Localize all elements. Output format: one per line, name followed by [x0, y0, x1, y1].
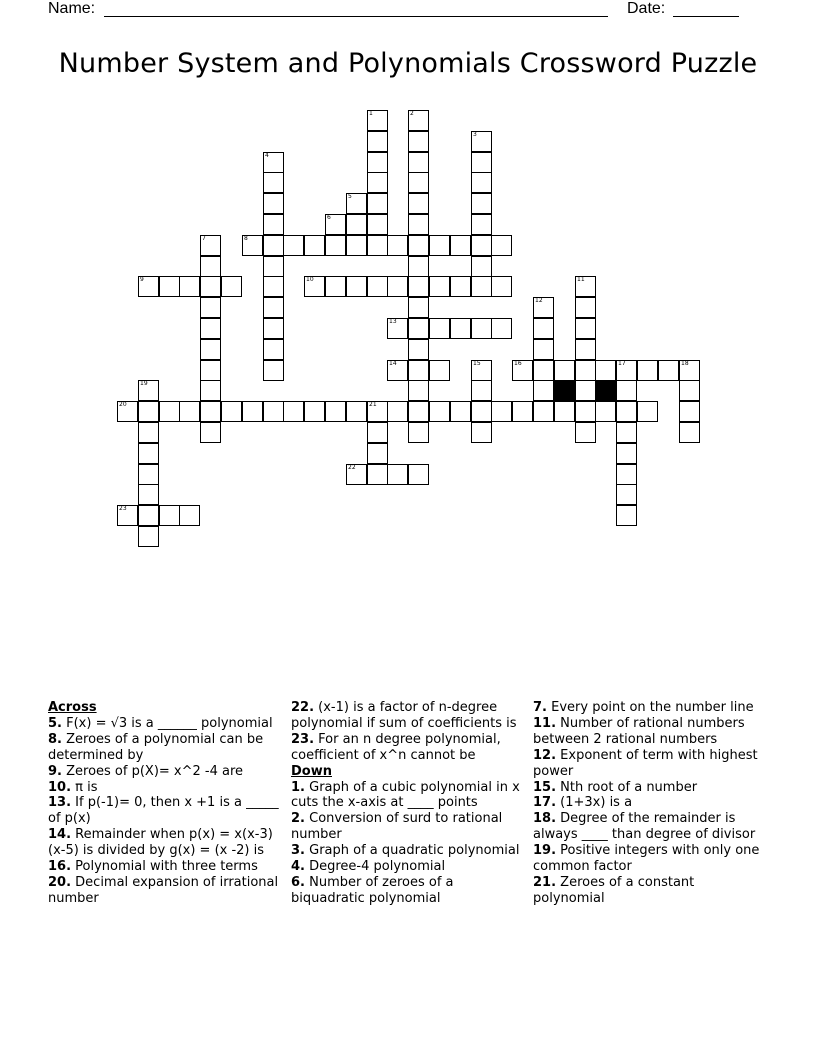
crossword-cell[interactable] — [533, 297, 554, 318]
crossword-cell[interactable] — [367, 276, 388, 297]
crossword-cell[interactable] — [616, 422, 637, 443]
crossword-cell[interactable] — [429, 360, 450, 381]
crossword-cell[interactable] — [387, 318, 408, 339]
crossword-cell[interactable] — [200, 422, 221, 443]
crossword-cell[interactable] — [138, 401, 159, 422]
date-label: Date: — [627, 0, 666, 17]
crossword-cell[interactable] — [387, 401, 408, 422]
clue-text: Every point on the number line — [546, 700, 754, 715]
crossword-cell[interactable] — [533, 318, 554, 339]
cell-number: 15 — [473, 360, 481, 367]
crossword-cell[interactable] — [263, 172, 284, 193]
clue-number: 1. — [291, 779, 305, 795]
crossword-cell[interactable] — [367, 464, 388, 485]
clue-text: Exponent of term with highest power — [533, 747, 758, 779]
crossword-cell[interactable] — [263, 339, 284, 360]
crossword-cell[interactable] — [491, 318, 512, 339]
clue-text: Conversion of surd to rational number — [291, 811, 503, 843]
crossword-cell[interactable] — [471, 214, 492, 235]
crossword-cell[interactable] — [616, 484, 637, 505]
cell-number: 20 — [119, 401, 127, 408]
crossword-cell[interactable] — [304, 401, 325, 422]
crossword-cell[interactable] — [283, 235, 304, 256]
crossword-cell[interactable] — [429, 235, 450, 256]
crossword-cell[interactable] — [304, 276, 325, 297]
clue-item — [291, 859, 527, 875]
clue-text: Positive integers with only one common factor — [533, 843, 760, 875]
crossword-cell[interactable] — [408, 360, 429, 381]
cell-number: 2 — [410, 110, 414, 117]
clue-item — [48, 764, 280, 780]
clue-number: 13. — [48, 795, 72, 811]
clue-text: Graph of a quadratic polynomial — [304, 843, 520, 859]
crossword-cell[interactable] — [200, 360, 221, 381]
cell-number: 5 — [348, 193, 352, 200]
clue-number: 18. — [533, 811, 557, 827]
crossword-cell[interactable] — [325, 235, 346, 256]
crossword-cell[interactable] — [450, 318, 471, 339]
clue-number: 17. — [533, 795, 557, 811]
cell-number: 18 — [681, 360, 689, 367]
clue-text: F(x) = √3 is a ______ polynomial — [61, 715, 273, 731]
crossword-cell[interactable] — [200, 297, 221, 318]
crossword-cell[interactable] — [283, 401, 304, 422]
cell-number: 23 — [119, 505, 127, 512]
crossword-cell[interactable] — [263, 360, 284, 381]
crossword-cell[interactable] — [408, 110, 429, 131]
crossword-cell[interactable] — [263, 214, 284, 235]
crossword-cell[interactable] — [471, 256, 492, 277]
clue-text: Zeroes of a constant polynomial — [533, 874, 695, 906]
clue-text: Number of zeroes of a biquadratic polynomial — [291, 874, 454, 906]
clue-number: 3. — [291, 843, 305, 859]
crossword-cell[interactable] — [367, 131, 388, 152]
clue-number: 23. — [291, 731, 315, 747]
crossword-cell[interactable] — [429, 276, 450, 297]
crossword-cell[interactable] — [346, 235, 367, 256]
clue-item — [48, 716, 280, 732]
crossword-cell[interactable] — [117, 401, 138, 422]
crossword-cell[interactable] — [554, 360, 575, 381]
clue-item — [291, 843, 527, 859]
crossword-cell[interactable] — [200, 276, 221, 297]
crossword-cell[interactable] — [200, 235, 221, 256]
crossword-cell[interactable] — [325, 401, 346, 422]
crossword-cell[interactable] — [471, 401, 492, 422]
crossword-cell[interactable] — [263, 193, 284, 214]
cell-number: 3 — [473, 131, 477, 138]
crossword-cell[interactable] — [200, 380, 221, 401]
crossword-cell[interactable] — [221, 276, 242, 297]
clue-item — [291, 700, 527, 732]
name-label: Name: — [48, 0, 96, 17]
crossword-cell[interactable] — [138, 380, 159, 401]
crossword-cell[interactable] — [242, 235, 263, 256]
cell-number: 7 — [202, 235, 206, 242]
crossword-cell[interactable] — [200, 401, 221, 422]
crossword-cell[interactable] — [471, 152, 492, 173]
crossword-cell[interactable] — [179, 505, 200, 526]
crossword-cell[interactable] — [533, 380, 554, 401]
clue-text: π is — [71, 779, 98, 795]
clue-number: 2. — [291, 811, 305, 827]
clue-item — [291, 780, 527, 812]
clue-item — [48, 827, 280, 859]
clues-column-1 — [48, 700, 280, 907]
crossword-cell[interactable] — [408, 235, 429, 256]
crossword-cell[interactable] — [138, 443, 159, 464]
clue-item — [533, 843, 769, 875]
crossword-cell[interactable] — [471, 276, 492, 297]
crossword-cell[interactable] — [138, 526, 159, 547]
crossword-cell[interactable] — [429, 401, 450, 422]
crossword-cell[interactable] — [408, 131, 429, 152]
crossword-cell[interactable] — [471, 422, 492, 443]
crossword-cell[interactable] — [575, 380, 596, 401]
crossword-cell[interactable] — [367, 235, 388, 256]
cell-number: 13 — [389, 318, 397, 325]
clues-column-2 — [291, 700, 527, 907]
crossword-cell[interactable] — [159, 276, 180, 297]
clue-text: Nth root of a number — [556, 779, 698, 795]
crossword-cell[interactable] — [554, 401, 575, 422]
crossword-cell[interactable] — [138, 464, 159, 485]
clue-item — [48, 780, 280, 796]
crossword-cell[interactable] — [471, 318, 492, 339]
cell-number: 8 — [244, 235, 248, 242]
crossword-cell[interactable] — [471, 172, 492, 193]
clue-item — [533, 795, 769, 811]
crossword-cell[interactable] — [221, 401, 242, 422]
clue-number: 22. — [291, 700, 315, 715]
clue-number: 14. — [48, 827, 72, 843]
crossword-cell[interactable] — [679, 422, 700, 443]
clue-number: 9. — [48, 763, 62, 779]
cell-number: 6 — [327, 214, 331, 221]
crossword-cell[interactable] — [533, 360, 554, 381]
clue-number: 15. — [533, 779, 557, 795]
cell-number: 12 — [535, 297, 543, 304]
page-title: Number System and Polynomials Crossword Puzzle — [58, 48, 758, 79]
crossword-cell[interactable] — [450, 401, 471, 422]
crossword-cell[interactable] — [408, 464, 429, 485]
crossword-cell[interactable] — [325, 214, 346, 235]
clue-item — [291, 875, 527, 907]
crossword-cell[interactable] — [138, 505, 159, 526]
crossword-cell[interactable] — [346, 193, 367, 214]
clue-text: Zeroes of p(X)= x^2 -4 are — [61, 763, 244, 779]
crossword-cell[interactable] — [346, 276, 367, 297]
crossword-cell[interactable] — [263, 152, 284, 173]
cell-number: 22 — [348, 464, 356, 471]
cell-number: 9 — [140, 276, 144, 283]
clue-number: 5. — [48, 715, 62, 731]
crossword-cell[interactable] — [616, 443, 637, 464]
clue-item — [48, 732, 280, 764]
crossword-cell[interactable] — [263, 235, 284, 256]
crossword-cell[interactable] — [263, 256, 284, 277]
clue-text: Remainder when p(x) = x(x-3)(x-5) is divided by g(x) = (x -2) is — [48, 827, 273, 859]
crossword-cell[interactable] — [263, 276, 284, 297]
clue-text: Number of rational numbers between 2 rational numbers — [533, 715, 745, 747]
crossword-cell[interactable] — [512, 401, 533, 422]
crossword-cell[interactable] — [367, 172, 388, 193]
clue-item — [533, 811, 769, 843]
clue-item — [533, 875, 769, 907]
crossword-cell[interactable] — [450, 235, 471, 256]
crossword-cell[interactable] — [138, 484, 159, 505]
crossword-cell[interactable] — [575, 401, 596, 422]
crossword-cell[interactable] — [159, 505, 180, 526]
crossword-cell[interactable] — [616, 464, 637, 485]
clues-column-3 — [533, 700, 769, 907]
crossword-cell[interactable] — [408, 193, 429, 214]
crossword-cell[interactable] — [346, 401, 367, 422]
crossword-cell[interactable] — [387, 360, 408, 381]
cell-number: 14 — [389, 360, 397, 367]
crossword-cell[interactable] — [429, 318, 450, 339]
clue-item — [48, 795, 280, 827]
clue-text: Degree-4 polynomial — [304, 859, 446, 875]
crossword-cell[interactable] — [471, 193, 492, 214]
crossword-cell[interactable] — [575, 318, 596, 339]
clue-item — [291, 811, 527, 843]
clue-text: Polynomial with three terms — [71, 859, 258, 875]
clue-number: 21. — [533, 874, 557, 890]
crossword-cell[interactable] — [179, 276, 200, 297]
crossword-cell[interactable] — [242, 401, 263, 422]
crossword-block — [554, 380, 575, 401]
crossword-cell[interactable] — [346, 214, 367, 235]
crossword-cell[interactable] — [408, 318, 429, 339]
clue-item — [533, 780, 769, 796]
crossword-cell[interactable] — [491, 401, 512, 422]
clue-number: 4. — [291, 859, 305, 875]
crossword-cell[interactable] — [616, 505, 637, 526]
clue-text: (x-1) is a factor of n-degree polynomial if sum of coefficients is — [291, 700, 517, 731]
clue-item — [48, 875, 280, 907]
crossword-cell[interactable] — [200, 256, 221, 277]
crossword-cell[interactable] — [263, 401, 284, 422]
clue-text: Graph of a cubic polynomial in x cuts the x-axis at ____ points — [291, 779, 520, 811]
cell-number: 10 — [306, 276, 314, 283]
crossword-cell[interactable] — [408, 422, 429, 443]
crossword-cell[interactable] — [408, 297, 429, 318]
crossword-cell[interactable] — [408, 214, 429, 235]
clue-number: 16. — [48, 859, 72, 875]
clue-text: For an n degree polynomial, coefficient of x^n cannot be — [291, 731, 501, 763]
crossword-cell[interactable] — [679, 360, 700, 381]
crossword-cell[interactable] — [367, 214, 388, 235]
crossword-cell[interactable] — [471, 131, 492, 152]
crossword-cell[interactable] — [637, 401, 658, 422]
crossword-cell[interactable] — [325, 276, 346, 297]
crossword-cell[interactable] — [367, 443, 388, 464]
crossword-cell[interactable] — [637, 360, 658, 381]
clue-item — [533, 748, 769, 780]
crossword-cell[interactable] — [304, 235, 325, 256]
clue-number: 11. — [533, 715, 557, 731]
crossword-cell[interactable] — [471, 360, 492, 381]
crossword-cell[interactable] — [512, 360, 533, 381]
crossword-cell[interactable] — [679, 380, 700, 401]
clue-number: 8. — [48, 731, 62, 747]
crossword-cell[interactable] — [533, 401, 554, 422]
clue-item — [48, 859, 280, 875]
clue-number: 10. — [48, 779, 72, 795]
clue-text: Decimal expansion of irrational number — [48, 874, 279, 906]
crossword-cell[interactable] — [346, 464, 367, 485]
crossword-cell[interactable] — [471, 380, 492, 401]
crossword-cell[interactable] — [408, 276, 429, 297]
cell-number: 1 — [369, 110, 373, 117]
crossword-cell[interactable] — [616, 380, 637, 401]
crossword-cell[interactable] — [679, 401, 700, 422]
crossword-cell[interactable] — [387, 464, 408, 485]
cell-number: 19 — [140, 380, 148, 387]
crossword-cell[interactable] — [367, 110, 388, 131]
clue-number: 20. — [48, 874, 72, 890]
clue-section-across: Across — [48, 700, 97, 715]
clue-text: (1+3x) is a — [556, 795, 633, 811]
crossword-cell[interactable] — [367, 193, 388, 214]
crossword-cell[interactable] — [138, 276, 159, 297]
crossword-cell[interactable] — [367, 152, 388, 173]
clue-number: 7. — [533, 700, 547, 715]
crossword-cell[interactable] — [263, 318, 284, 339]
crossword-cell[interactable] — [179, 401, 200, 422]
crossword-cell[interactable] — [575, 422, 596, 443]
crossword-cell[interactable] — [408, 380, 429, 401]
crossword-cell[interactable] — [387, 276, 408, 297]
clue-item — [533, 700, 769, 716]
crossword-cell[interactable] — [491, 235, 512, 256]
clue-item — [291, 732, 527, 764]
crossword-cell[interactable] — [408, 152, 429, 173]
crossword-cell[interactable] — [575, 360, 596, 381]
crossword-cell[interactable] — [138, 422, 159, 443]
crossword-cell[interactable] — [408, 172, 429, 193]
crossword-cell[interactable] — [450, 276, 471, 297]
crossword-cell[interactable] — [616, 360, 637, 381]
cell-number: 21 — [369, 401, 377, 408]
crossword-cell[interactable] — [408, 401, 429, 422]
crossword-cell[interactable] — [575, 276, 596, 297]
crossword-cell[interactable] — [200, 318, 221, 339]
cell-number: 17 — [618, 360, 626, 367]
clue-section-down: Down — [291, 763, 332, 779]
crossword-cell[interactable] — [367, 422, 388, 443]
crossword-cell[interactable] — [616, 401, 637, 422]
crossword-cell[interactable] — [408, 339, 429, 360]
cell-number: 11 — [577, 276, 585, 283]
crossword-cell[interactable] — [471, 235, 492, 256]
cell-number: 16 — [514, 360, 522, 367]
clue-item — [533, 716, 769, 748]
crossword-cell[interactable] — [575, 339, 596, 360]
cell-number: 4 — [265, 152, 269, 159]
crossword-cell[interactable] — [533, 339, 554, 360]
crossword-cell[interactable] — [658, 360, 679, 381]
clue-text: Zeroes of a polynomial can be determined by — [48, 731, 264, 763]
crossword-cell[interactable] — [575, 297, 596, 318]
crossword-cell[interactable] — [491, 276, 512, 297]
clue-number: 12. — [533, 747, 557, 763]
crossword-cell[interactable] — [263, 297, 284, 318]
clue-number: 6. — [291, 874, 305, 890]
crossword-cell[interactable] — [408, 256, 429, 277]
crossword-cell[interactable] — [595, 360, 616, 381]
crossword-block — [595, 380, 616, 401]
crossword-cell[interactable] — [117, 505, 138, 526]
clue-text: Degree of the remainder is always ____ than degree of divisor — [533, 811, 756, 843]
crossword-cell[interactable] — [159, 401, 180, 422]
crossword-cell[interactable] — [200, 339, 221, 360]
clue-text: If p(-1)= 0, then x +1 is a _____ of p(x) — [48, 795, 279, 827]
crossword-cell[interactable] — [387, 235, 408, 256]
clue-number: 19. — [533, 843, 557, 859]
crossword-cell[interactable] — [595, 401, 616, 422]
crossword-cell[interactable] — [367, 401, 388, 422]
